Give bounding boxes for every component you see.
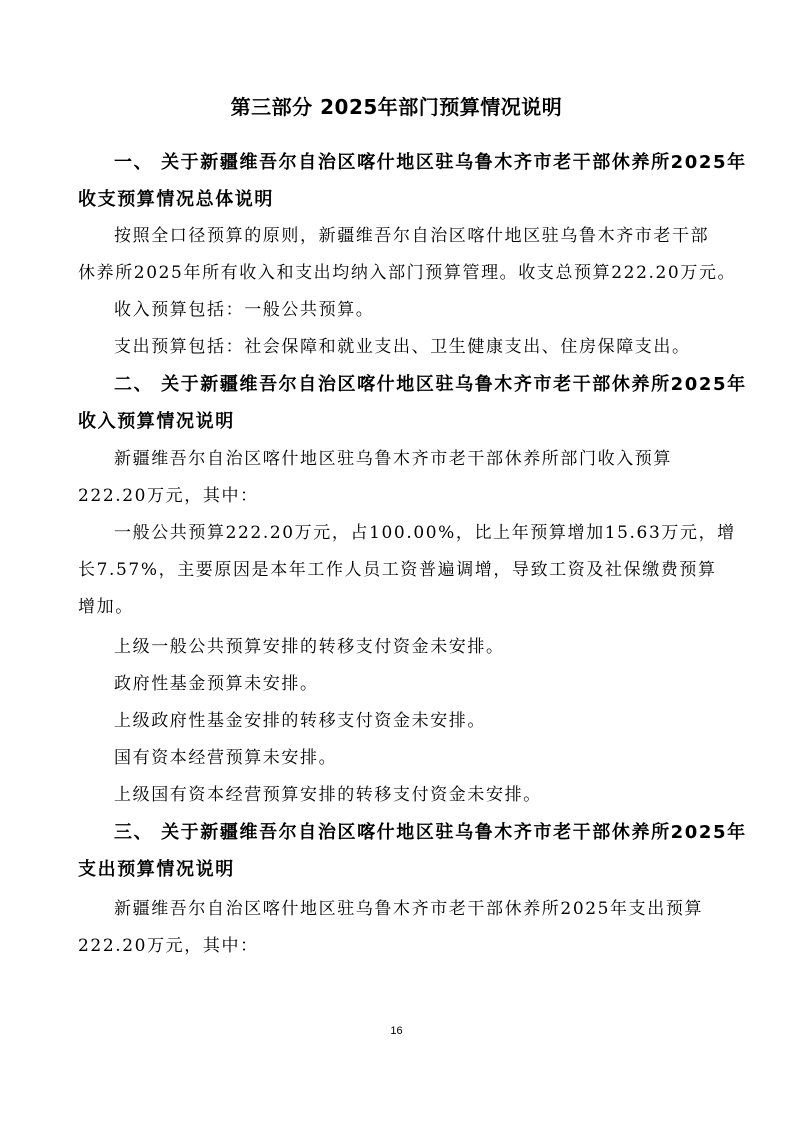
paragraph-line: 增加。 bbox=[78, 597, 134, 617]
paragraph-line: 222.20万元，其中： bbox=[78, 486, 259, 506]
section-heading-continuation: 收入预算情况说明 bbox=[78, 411, 235, 432]
paragraph bbox=[78, 703, 718, 740]
paragraph-line: 支出预算包括：社会保障和就业支出、卫生健康支出、住房保障支出。 bbox=[114, 337, 691, 357]
paragraph-line: 222.20万元，其中： bbox=[78, 936, 259, 956]
paragraph-line: 一般公共预算222.20万元，占100.00%，比上年预算增加15.63万元，增 bbox=[114, 523, 736, 543]
section-heading-text: 关于新疆维吾尔自治区喀什地区驻乌鲁木齐市老干部休养所2025年 bbox=[161, 152, 747, 173]
paragraph-line: 长7.57%，主要原因是本年工作人员工资普遍调增，导致工资及社保缴费预算 bbox=[78, 560, 717, 580]
section-heading-continuation: 支出预算情况说明 bbox=[78, 859, 235, 880]
page-number: 16 bbox=[390, 1025, 403, 1037]
paragraph bbox=[78, 666, 718, 703]
paragraph-line: 上级一般公共预算安排的转移支付资金未安排。 bbox=[114, 637, 505, 657]
paragraph-line: 收入预算包括：一般公共预算。 bbox=[114, 300, 375, 320]
paragraph-line: 上级国有资本经营预算安排的转移支付资金未安排。 bbox=[114, 785, 542, 805]
paragraph bbox=[78, 441, 718, 515]
paragraph bbox=[78, 218, 737, 292]
paragraph bbox=[78, 515, 736, 626]
paragraph bbox=[78, 329, 718, 366]
paragraph bbox=[78, 740, 718, 777]
paragraph bbox=[78, 292, 718, 329]
paragraph-line: 新疆维吾尔自治区喀什地区驻乌鲁木齐市老干部休养所2025年支出预算 bbox=[114, 899, 704, 919]
paragraph-line: 休养所2025年所有收入和支出均纳入部门预算管理。收支总预算222.20万元。 bbox=[78, 263, 737, 283]
paragraph-line: 上级政府性基金安排的转移支付资金未安排。 bbox=[114, 711, 486, 731]
paragraph-line: 新疆维吾尔自治区喀什地区驻乌鲁木齐市老干部休养所部门收入预算 bbox=[114, 449, 672, 469]
page-title: 第三部分 2025年部门预算情况说明 bbox=[230, 95, 563, 119]
paragraph bbox=[78, 629, 718, 666]
section-number: 一、 bbox=[114, 152, 154, 173]
section-number: 二、 bbox=[114, 374, 154, 395]
section-heading-1 bbox=[78, 144, 747, 218]
paragraph-line: 国有资本经营预算未安排。 bbox=[114, 748, 338, 768]
paragraph bbox=[78, 891, 718, 965]
section-number: 三、 bbox=[114, 822, 154, 843]
section-heading-text: 关于新疆维吾尔自治区喀什地区驻乌鲁木齐市老干部休养所2025年 bbox=[161, 822, 747, 843]
section-heading-text: 关于新疆维吾尔自治区喀什地区驻乌鲁木齐市老干部休养所2025年 bbox=[161, 374, 747, 395]
paragraph-line: 按照全口径预算的原则，新疆维吾尔自治区喀什地区驻乌鲁木齐市老干部 bbox=[114, 226, 710, 246]
section-heading-3 bbox=[78, 814, 747, 888]
section-heading-continuation: 收支预算情况总体说明 bbox=[78, 189, 274, 210]
paragraph-line: 政府性基金预算未安排。 bbox=[114, 674, 319, 694]
paragraph bbox=[78, 777, 718, 814]
section-heading-2 bbox=[78, 366, 747, 440]
